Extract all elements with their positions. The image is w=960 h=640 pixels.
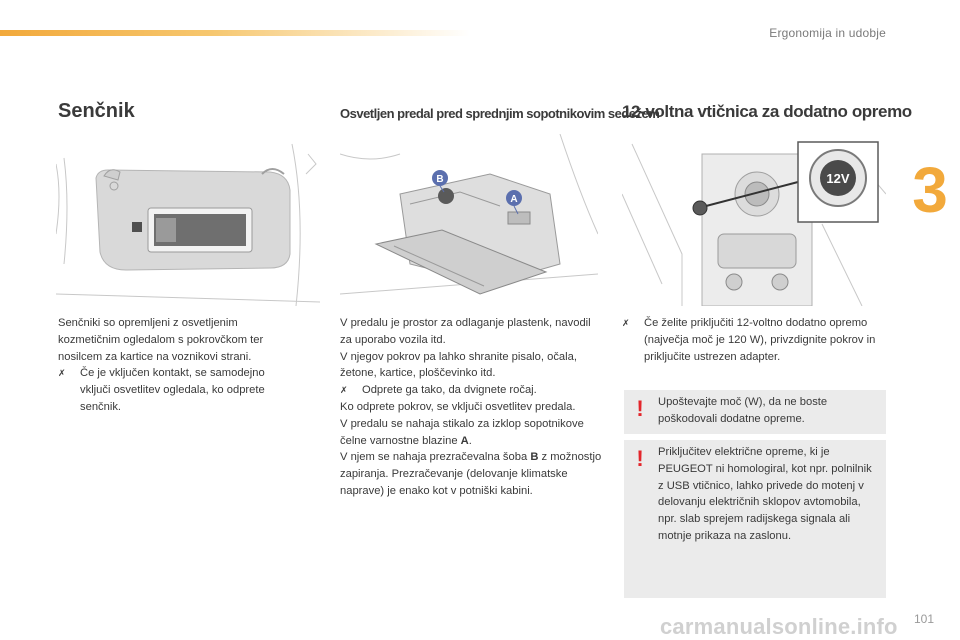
glove-box-illustration xyxy=(340,134,598,306)
bullet-marker: ✗ xyxy=(58,368,66,379)
section-title-12v-socket: 12-voltna vtičnica za dodatno opremo xyxy=(622,102,912,121)
chapter-title: Ergonomija in udobje xyxy=(769,26,886,40)
page-number: 101 xyxy=(913,612,934,626)
bullet-marker: ✗ xyxy=(340,385,348,396)
glove-box-line-1: V predalu je prostor za odlaganje plastenk, navodil za uporabo vozila itd. xyxy=(340,317,591,346)
12v-socket-label: 12V xyxy=(826,171,850,186)
glove-box-line-4: Ko odprete pokrov, se vključi osvetlitev predala. xyxy=(340,400,576,413)
12v-socket-illustration xyxy=(622,134,886,306)
section-title-glove-box: Osvetljen predal pred sprednjim sopotnikovim sedežem xyxy=(340,106,660,121)
glove-box-line-6: V njem se nahaja prezračevalna šoba B z možnostjo zapiranja. Prezračevanje (delovanje klimatske naprave) je enako kot v potniški kabini. xyxy=(340,451,602,497)
12v-socket-bullet: ✗ Če želite priključiti 12-voltno dodatno opremo (največja moč je 120 W), privzdignite pokrov in priključite ustrezen adapter. xyxy=(622,315,884,365)
sun-visor-bullet: ✗ Če je vključen kontakt, se samodejno vključi osvetlitev ogledala, ko odprete senčnik. xyxy=(58,365,298,415)
glove-box-line-2: V njegov pokrov pa lahko shranite pisalo, očala, žetone, kartice, ploščevinko itd. xyxy=(340,350,577,380)
section-title-sun-visor: Senčnik xyxy=(58,100,135,122)
header-accent-bar xyxy=(0,30,470,36)
warning-exclamation-icon: ! xyxy=(636,446,644,471)
glove-box-text xyxy=(340,315,602,500)
sun-visor-text xyxy=(58,315,298,416)
bullet-marker: ✗ xyxy=(622,318,630,328)
sun-visor-illustration xyxy=(56,134,320,306)
warning-exclamation-icon: ! xyxy=(636,396,644,421)
callout-A: A xyxy=(510,194,518,205)
warning-box-homologation xyxy=(624,440,886,598)
glove-box-bullet: ✗ Odprete ga tako, da dvignete ročaj. xyxy=(340,382,602,399)
callout-B: B xyxy=(436,174,444,185)
12v-socket-text xyxy=(622,315,884,365)
glove-box-line-5: V predalu se nahaja stikalo za izklop sopotnikove čelne varnostne blazine A. xyxy=(340,417,584,447)
sun-visor-paragraph: Senčniki so opremljeni z osvetljenim kozmetičnim ogledalom s pokrovčkom ter nosilcem za kartice na voznikovi strani. xyxy=(58,317,264,363)
chapter-number: 3 xyxy=(912,154,948,226)
warning-text: Upoštevajte moč (W), da ne boste poškodovali dodatne opreme. xyxy=(658,396,828,425)
warning-box-power xyxy=(624,390,886,434)
warning-text: Priključitev električne opreme, ki je PEUGEOT ni homologiral, kot npr. polnilnik z USB vtičnico, lahko privede do motenj v delovanju električnih sklopov avtomobila, npr. slab sprejem radijskega signala ali motnje prikaza na zaslonu. xyxy=(658,446,872,542)
watermark: carmanualsonline.info xyxy=(660,614,898,639)
